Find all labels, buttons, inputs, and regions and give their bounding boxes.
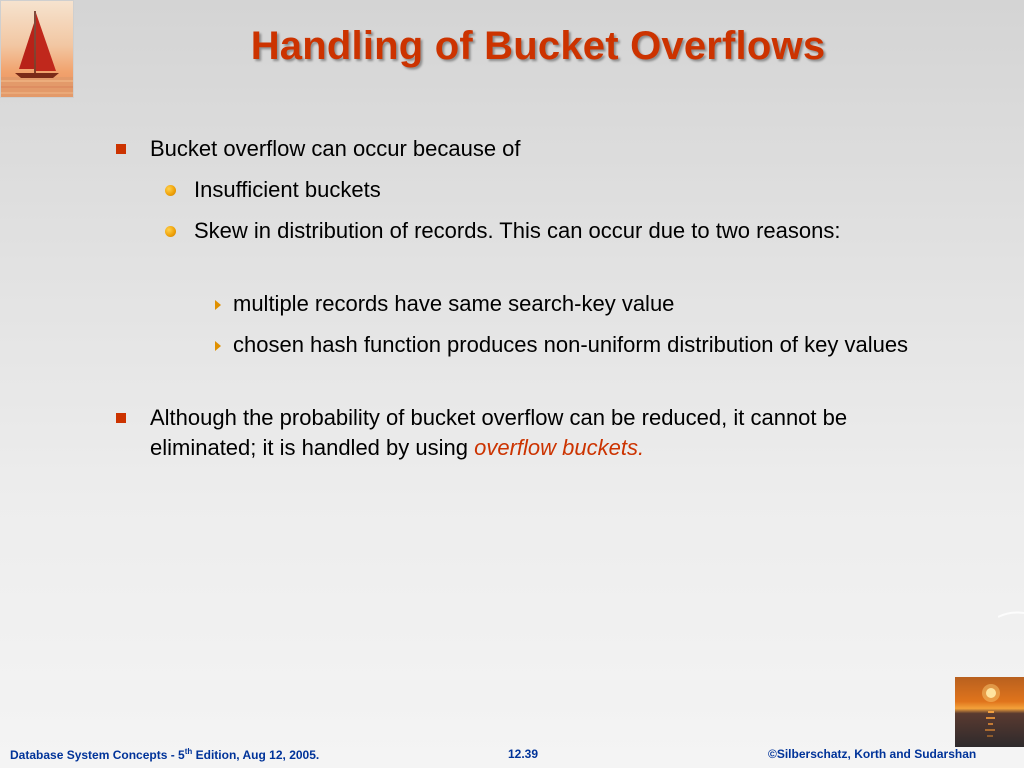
bullet-text-end: . (637, 435, 645, 460)
dot-bullet-icon (165, 226, 176, 237)
footer-edition-text: Database System Concepts - 5 (10, 748, 185, 762)
sunset-image-icon (955, 677, 1024, 747)
square-bullet-icon (116, 144, 126, 154)
bullet-level2-text: Skew in distribution of records. This can occur due to two reasons: (194, 218, 841, 243)
bullet-level1-text: Bucket overflow can occur because of (150, 136, 521, 161)
footer-course-info (10, 747, 319, 762)
arrow-bullet-icon (215, 300, 221, 310)
square-bullet-icon (116, 413, 126, 423)
bullet-level3-text: multiple records have same search-key value (233, 291, 675, 316)
slide-title: Handling of Bucket Overflows (250, 24, 826, 68)
bullet-text: Although the probability of bucket overflow can be reduced, it cannot be eliminated; it is handled by using (150, 405, 848, 460)
footer-page-number: 12.39 (508, 747, 539, 761)
footer-edition-suffix: Edition, Aug 12, 2005. (192, 748, 320, 762)
bullet-level1-text (150, 403, 940, 463)
dot-bullet-icon (165, 185, 176, 196)
decorative-streak-icon (998, 606, 1024, 614)
footer-edition-sup: th (184, 747, 193, 756)
bullet-level3-text: chosen hash function produces non-uniform distribution of key values (233, 332, 909, 357)
footer-copyright: ©Silberschatz, Korth and Sudarshan (768, 747, 977, 761)
arrow-bullet-icon (215, 341, 221, 351)
overflow-buckets-emphasis: overflow buckets (474, 435, 638, 460)
bullet-level2-text: Insufficient buckets (194, 177, 381, 202)
